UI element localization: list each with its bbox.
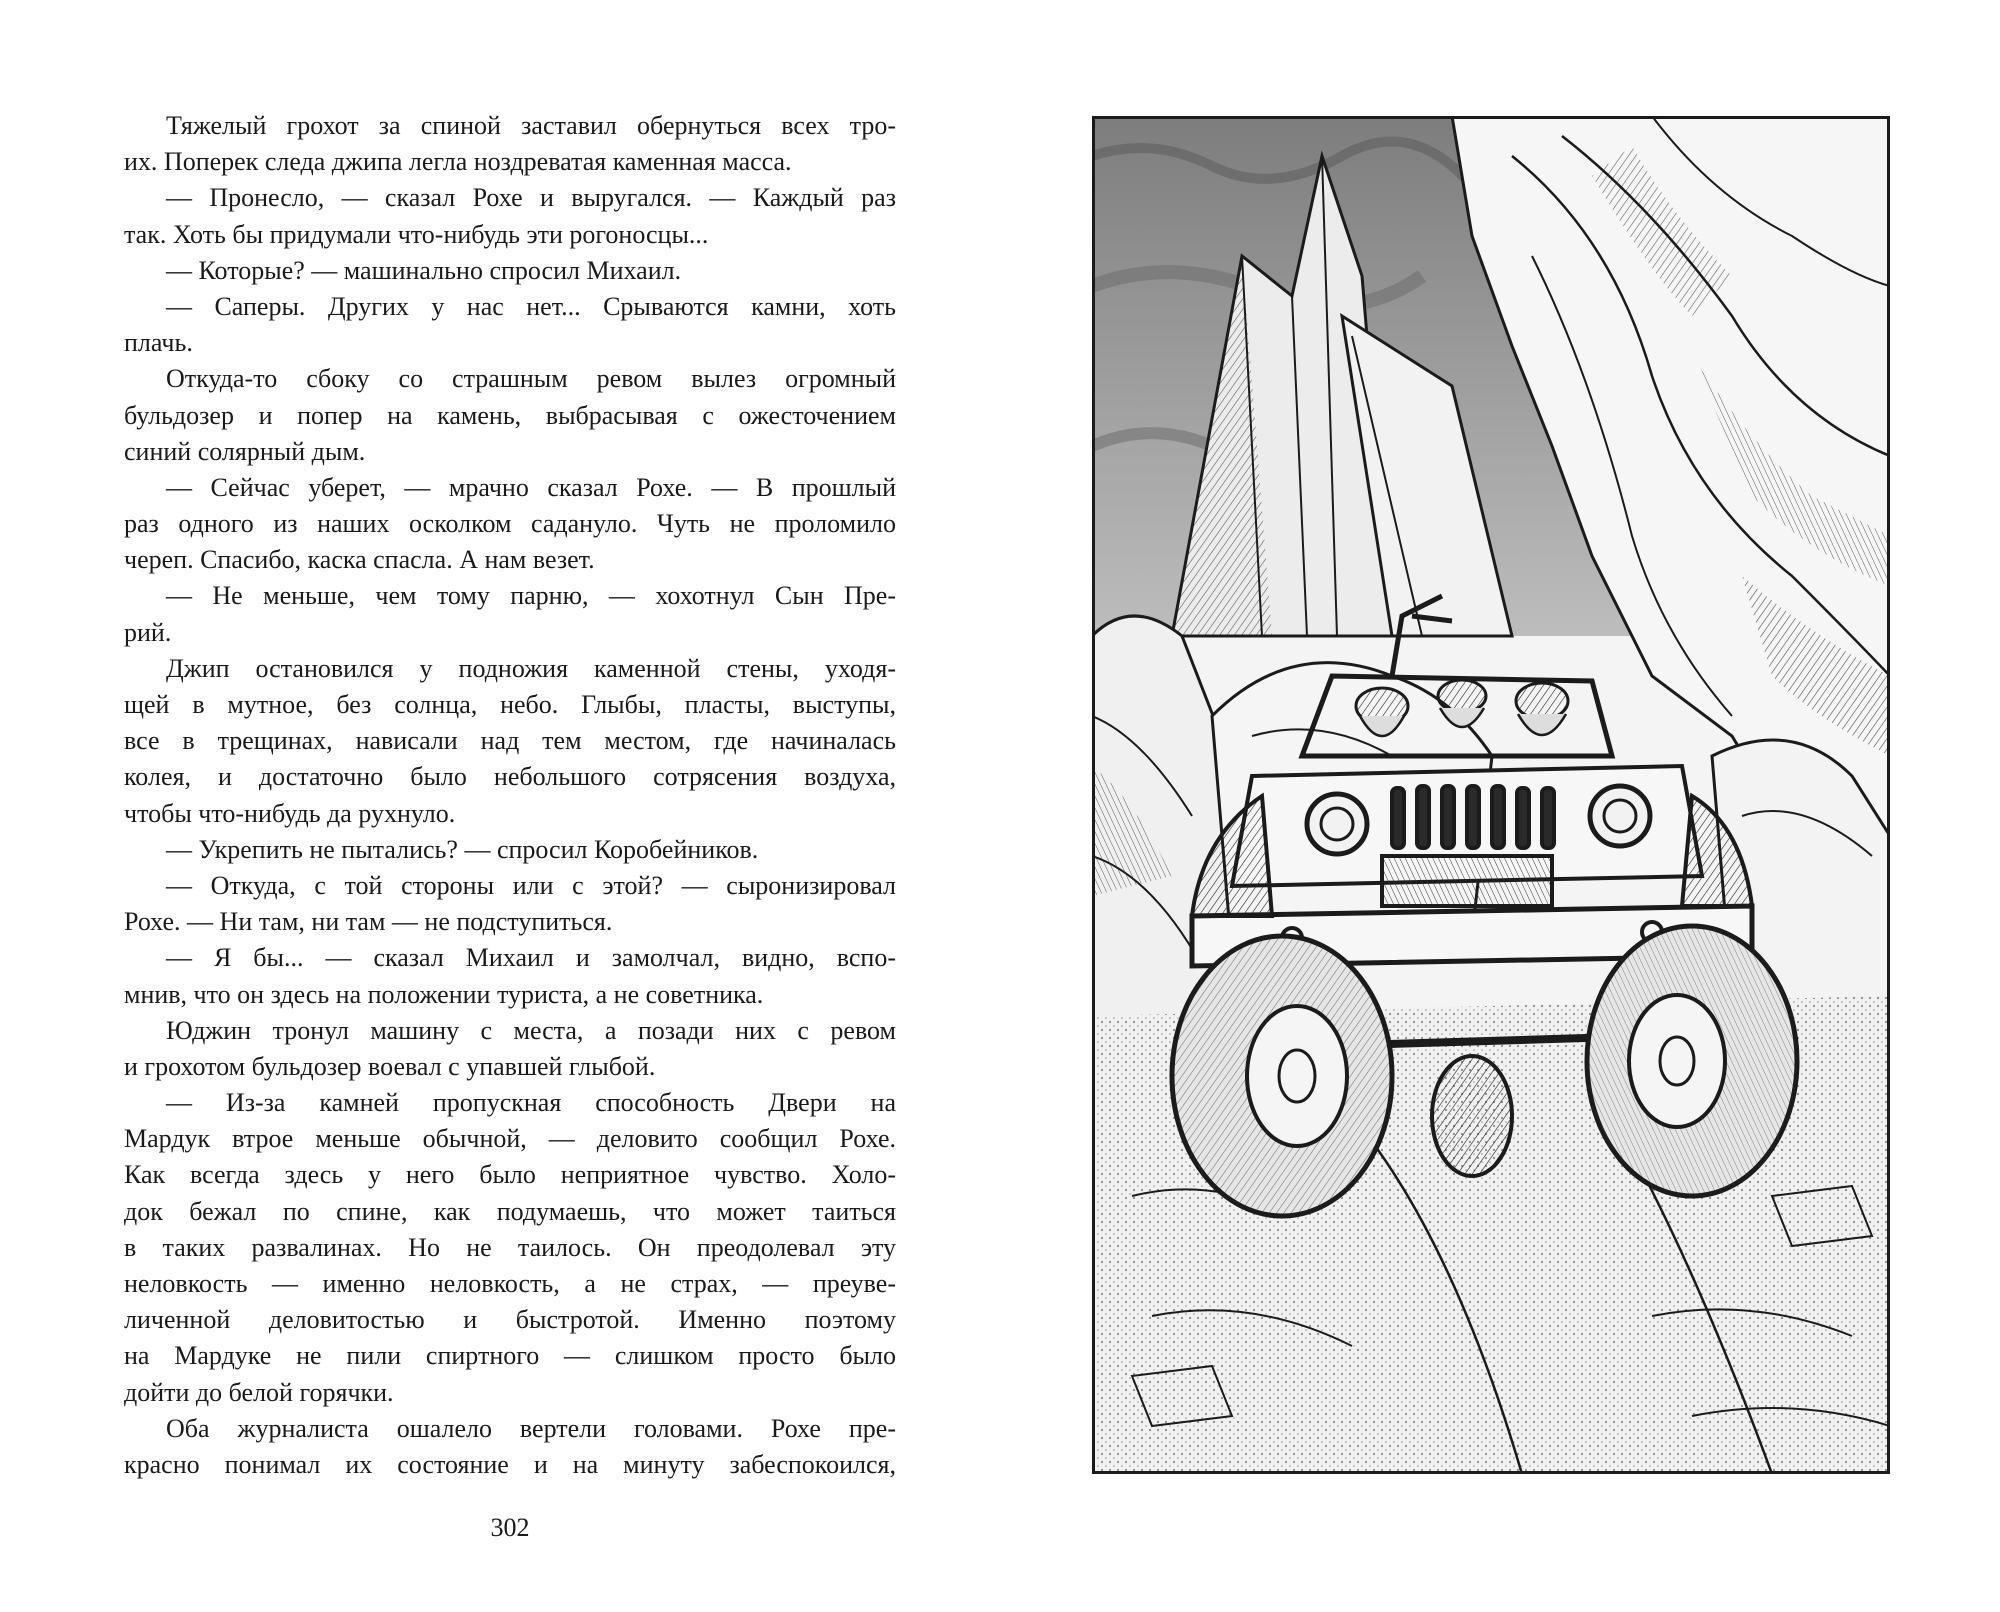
text-line: на Мардуке не пили спиртного — слишком просто было [124, 1341, 896, 1371]
text-line: рий. [124, 617, 172, 647]
text-line: череп. Спасибо, каска спасла. А нам везет. [124, 545, 595, 575]
jeep-canyon-illustration [1092, 116, 1890, 1474]
left-page [124, 108, 896, 1548]
soldier-helmet [1438, 680, 1486, 712]
text-line: мнив, что он здесь на положении туриста, а не советника. [124, 979, 764, 1009]
text-line: чтобы что-нибудь да рухнуло. [124, 798, 456, 828]
text-line: — Которые? — машинально спросил Михаил. [166, 255, 682, 285]
text-line: док бежал по спине, как подумаешь, что может таиться [124, 1196, 896, 1226]
headlight-right [1590, 786, 1650, 846]
text-line: — Откуда, с той стороны или с этой? — сыронизировал [166, 870, 896, 900]
text-line: в таких развалинах. Но не таилось. Он преодолевал эту [124, 1232, 896, 1262]
text-line: и грохотом бульдозер воевал с упавшей глыбой. [124, 1051, 656, 1081]
text-line: Тяжелый грохот за спиной заставил обернуться всех тро- [166, 111, 896, 140]
text-line: красно понимал их состояние и на минуту забеспокоился, [124, 1449, 896, 1479]
text-line: Оба журналиста ошалело вертели головами. Рохе пре- [166, 1413, 896, 1443]
text-line: Рохе. — Ни там, ни там — не подступиться. [124, 907, 613, 937]
text-line: — Сейчас уберет, — мрачно сказал Рохе. — В прошлый [166, 472, 896, 502]
soldier-helmet [1516, 683, 1568, 719]
text-line: Мардук втрое меньше обычной, — деловито сообщил Рохе. [124, 1124, 896, 1154]
text-line: — Пронесло, — сказал Рохе и выругался. — Каждый раз [166, 183, 896, 213]
illustration [1092, 116, 1890, 1474]
text-line: — Саперы. Других у нас нет... Срываются камни, хоть [166, 291, 896, 321]
text-line: — Укрепить не пытались? — спросил Коробейников. [166, 834, 759, 864]
text-line: Джип остановился у подножия каменной стены, уходя- [166, 653, 896, 683]
text-block [124, 108, 896, 1483]
right-page [1092, 116, 1890, 1474]
text-line: — Не меньше, чем тому парню, — хохотнул Сын Пре- [166, 581, 896, 611]
text-line: — Я бы... — сказал Михаил и замолчал, видно, вспо- [166, 943, 896, 973]
page-number: 302 [490, 1513, 530, 1542]
text-line: Как всегда здесь у него было неприятное чувство. Холо- [124, 1160, 896, 1190]
text-line: плачь. [124, 328, 193, 358]
text-line: — Из-за камней пропускная способность Двери на [166, 1088, 896, 1118]
text-line: щей в мутное, без солнца, небо. Глыбы, пласты, выступы, [124, 690, 896, 719]
text-line: личенной деловитостью и быстротой. Именно поэтому [124, 1305, 896, 1335]
text-line: раз одного из наших осколком садануло. Чуть не проломило [124, 509, 896, 539]
text-line: неловкость — именно неловкость, а не страх, — преуве- [124, 1269, 896, 1298]
text-line: Откуда-то сбоку со страшным ревом вылез огромный [166, 364, 896, 394]
text-line: так. Хоть бы придумали что-нибудь эти рогоносцы... [124, 219, 709, 249]
text-line: синий солярный дым. [124, 436, 366, 466]
text-line: дойти до белой горячки. [124, 1377, 394, 1407]
headlight-left [1307, 794, 1367, 854]
text-line: колея, и достаточно было небольшого сотрясения воздуха, [124, 762, 896, 792]
text-line: их. Поперек следа джипа легла ноздреватая каменная масса. [124, 147, 792, 177]
text-line: бульдозер и попер на камень, выбрасывая с ожесточением [124, 400, 896, 430]
text-line: все в трещинах, нависали над тем местом, где начиналась [124, 726, 896, 756]
text-line: Юджин тронул машину с места, а позади них с ревом [166, 1015, 896, 1045]
